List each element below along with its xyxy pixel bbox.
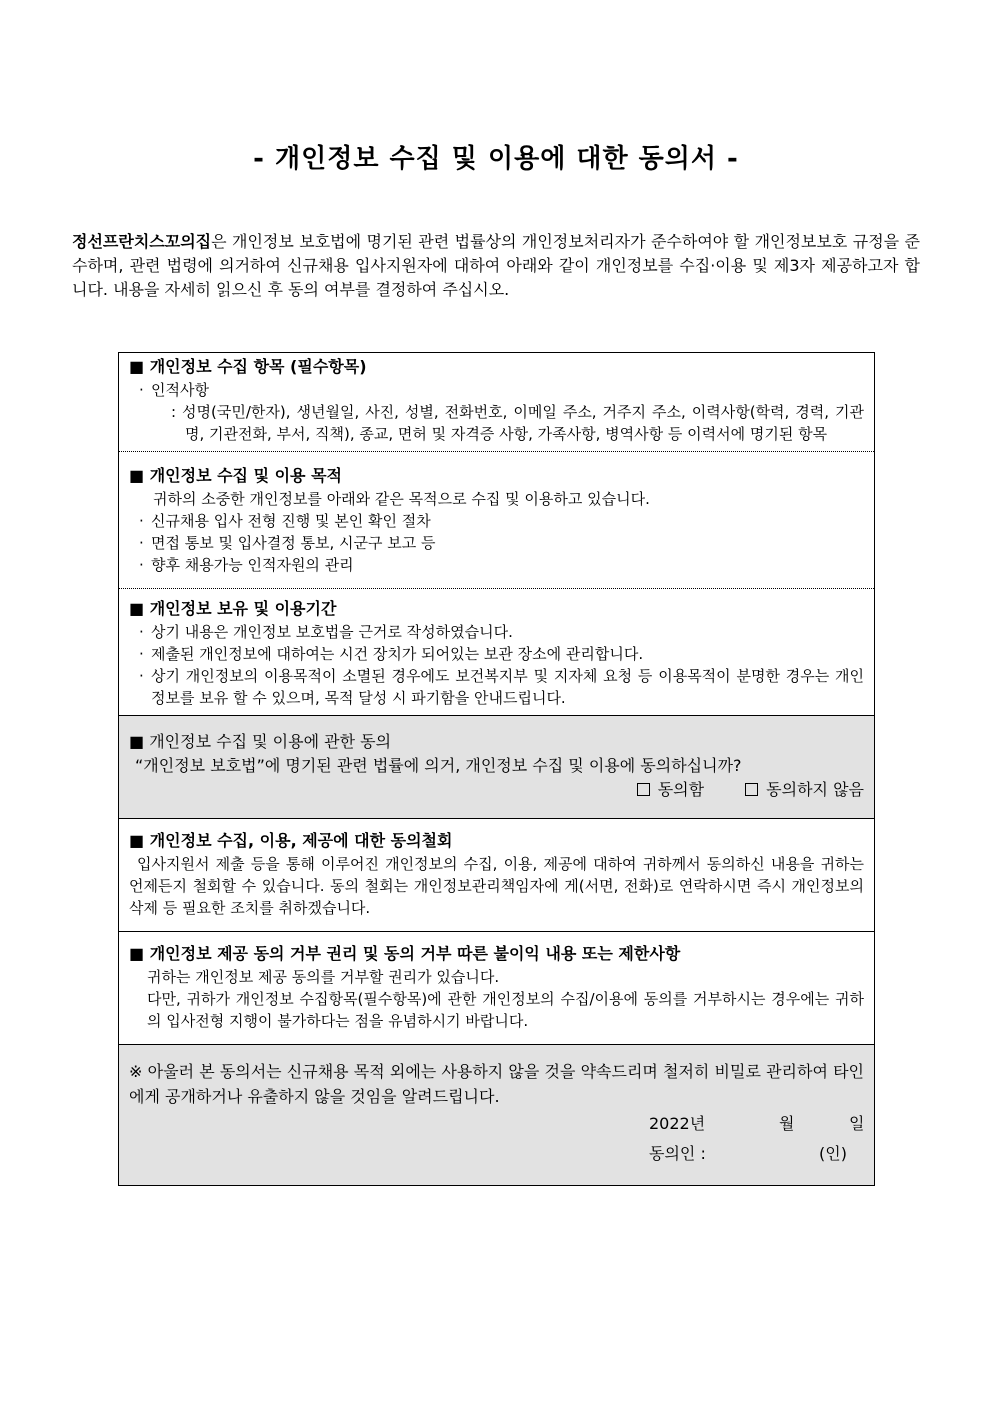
section-heading: 개인정보 수집 항목 (필수항목) xyxy=(149,357,367,376)
section-retention xyxy=(119,589,874,716)
bullet-dot-icon: · xyxy=(139,512,144,530)
intro-paragraph xyxy=(72,230,920,302)
refusal-line-1: 귀하는 개인정보 제공 동의를 거부할 권리가 있습니다. xyxy=(147,968,500,986)
square-bullet-icon: ■ xyxy=(129,599,145,618)
square-bullet-icon: ■ xyxy=(129,732,145,751)
withdrawal-text: 입사지원서 제출 등을 통해 이루어진 개인정보의 수집, 이용, 제공에 대하여 귀하께서 동의하신 내용을 귀하는 언제든지 철회할 수 있습니다. 동의 철회는 개인정보관리책임자에 게(서면, 전화)로 연락하시면 즉시 개인정보의 삭제 등 필요한 조치를 취하겠습니다. xyxy=(129,855,864,917)
consent-question: “개인정보 보호법”에 명기된 관련 법률에 의거, 개인정보 수집 및 이용에 동의하십니까? xyxy=(135,756,742,775)
organization-name: 정선프란치스꼬의집 xyxy=(72,232,212,251)
checkbox-icon xyxy=(745,783,758,796)
section-footer xyxy=(119,1045,874,1185)
bullet-dot-icon: · xyxy=(139,667,144,685)
date-day: 일 xyxy=(849,1114,865,1133)
section-heading: 개인정보 보유 및 이용기간 xyxy=(149,599,337,618)
date-year: 2022년 xyxy=(649,1114,706,1133)
section-purpose xyxy=(119,452,874,589)
list-item: · 면접 통보 및 입사결정 통보, 시군구 보고 등 xyxy=(139,534,436,552)
bullet-dot-icon: · xyxy=(139,534,144,552)
list-item: · 향후 채용가능 인적자원의 관리 xyxy=(139,556,354,574)
checkbox-icon xyxy=(637,783,650,796)
section-collection-items xyxy=(119,353,874,452)
list-item: · 인적사항 xyxy=(139,381,209,399)
bullet-dot-icon: · xyxy=(139,381,144,399)
section-refusal xyxy=(119,932,874,1045)
bullet-dot-icon: · xyxy=(139,623,144,641)
section-consent xyxy=(119,716,874,819)
collection-item-detail: : 성명(국민/한자), 생년월일, 사진, 성별, 전화번호, 이메일 주소, 거주지 주소, 이력사항(학력, 경력, 기관명, 기관전화, 부서, 직책), 종교, 면허 및 자격증 사항, 가족사항, 병역사항 등 이력서에 명기된 항목 xyxy=(171,403,864,443)
list-item: · 상기 내용은 개인정보 보호법을 근거로 작성하였습니다. xyxy=(139,623,513,641)
agree-checkbox[interactable]: 동의함 xyxy=(637,778,704,802)
purpose-lead: 귀하의 소중한 개인정보를 아래와 같은 목적으로 수집 및 이용하고 있습니다. xyxy=(153,490,650,508)
confidentiality-note: ※ 아울러 본 동의서는 신규채용 목적 외에는 사용하지 않을 것을 약속드리며 철저히 비밀로 관리하여 타인에게 공개하거나 유출하지 않을 것임을 알려드립니다. xyxy=(129,1062,864,1106)
consent-form-box xyxy=(118,352,875,1186)
bullet-dot-icon: · xyxy=(139,645,144,663)
bullet-dot-icon: · xyxy=(139,556,144,574)
list-item: · 신규채용 입사 전형 진행 및 본인 확인 절차 xyxy=(139,512,431,530)
signature-area xyxy=(129,1109,864,1171)
section-heading: 개인정보 수집 및 이용 목적 xyxy=(149,466,343,485)
list-item: · 제출된 개인정보에 대하여는 시건 장치가 되어있는 보관 장소에 관리합니다. xyxy=(139,645,644,663)
square-bullet-icon: ■ xyxy=(129,831,145,850)
list-item: · 상기 개인정보의 이용목적이 소멸된 경우에도 보건복지부 및 지자체 요청 등 이용목적이 분명한 경우는 개인정보를 보유 할 수 있으며, 목적 달성 시 파기함을 안내드립니다. xyxy=(139,667,864,707)
document-title: - 개인정보 수집 및 이용에 대한 동의서 - xyxy=(253,144,739,174)
date-month: 월 xyxy=(779,1114,795,1133)
section-heading: 개인정보 제공 동의 거부 권리 및 동의 거부 따른 불이익 내용 또는 제한사항 xyxy=(149,944,681,963)
section-heading: 개인정보 수집 및 이용에 관한 동의 xyxy=(149,732,392,751)
square-bullet-icon: ■ xyxy=(129,944,145,963)
seal-mark: (인) xyxy=(819,1144,847,1163)
section-withdrawal xyxy=(119,819,874,932)
square-bullet-icon: ■ xyxy=(129,357,145,376)
square-bullet-icon: ■ xyxy=(129,466,145,485)
consent-options xyxy=(129,778,864,802)
section-heading: 개인정보 수집, 이용, 제공에 대한 동의철회 xyxy=(149,831,453,850)
refusal-line-2: 다만, 귀하가 개인정보 수집항목(필수항목)에 관한 개인정보의 수집/이용에 동의를 거부하시는 경우에는 귀하의 입사전형 지행이 불가하다는 점을 유념하시기 바랍니다. xyxy=(147,990,864,1030)
signer-label: 동의인 : xyxy=(649,1144,706,1163)
intro-text: 은 개인정보 보호법에 명기된 관련 법률상의 개인정보처리자가 준수하여야 할 개인정보보호 규정을 준수하며, 관련 법령에 의거하여 신규채용 입사지원자에 대하여 아래와 같이 개인정보를 수집·이용 및 제3자 제공하고자 합니다. 내용을 자세히 읽으신 후 동의 여부를 결정하여 주십시오. xyxy=(72,232,920,299)
disagree-checkbox[interactable]: 동의하지 않음 xyxy=(745,778,864,802)
